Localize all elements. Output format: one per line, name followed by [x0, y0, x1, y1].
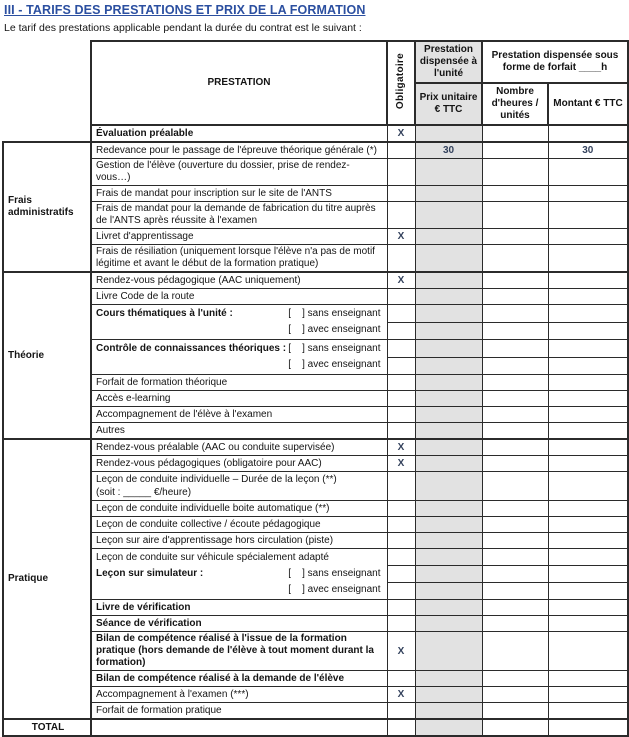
montant-cell: [548, 549, 628, 566]
prestation-label: Bilan de compétence réalisé à la demande de l'élève: [96, 672, 345, 684]
prix-unitaire-cell: [415, 159, 482, 186]
nombre-heures-cell: [482, 159, 548, 186]
prestation-cell: [91, 671, 387, 687]
obligatoire-cell: [387, 703, 415, 720]
prestation-line: [96, 230, 381, 243]
prestation-cell: [91, 616, 387, 632]
montant-cell: [548, 245, 628, 273]
prestation-label: Forfait de formation théorique: [96, 376, 228, 388]
prestation-line: [96, 534, 381, 547]
prestation-line: [96, 441, 381, 454]
prix-unitaire-cell: [415, 289, 482, 305]
prestation-line: [96, 704, 381, 717]
obligatoire-cell: X: [387, 229, 415, 245]
table-row: [3, 229, 628, 245]
prix-unitaire-cell: [415, 272, 482, 289]
montant-cell: [548, 272, 628, 289]
prestation-label: Forfait de formation pratique: [96, 704, 222, 716]
obligatoire-cell: [387, 245, 415, 273]
prix-unitaire-cell: [415, 501, 482, 517]
prestation-cell: [91, 632, 387, 671]
obligatoire-cell: [387, 340, 415, 358]
obligatoire-cell: X: [387, 456, 415, 472]
prestation-cell: [91, 423, 387, 440]
montant-cell: [548, 340, 628, 358]
section-label-cell: [3, 125, 91, 142]
prix-unitaire-cell: [415, 517, 482, 533]
nombre-heures-cell: [482, 357, 548, 375]
nombre-heures-cell: [482, 671, 548, 687]
montant-cell: [548, 533, 628, 549]
table-row: [3, 517, 628, 533]
obligatoire-cell: [387, 719, 415, 736]
prestation-line: [96, 341, 381, 357]
prestation-cell: [91, 245, 387, 273]
prestation-label: Frais de mandat pour la demande de fabrication du titre auprès de l'ANTS après réussite à l'examen: [96, 203, 376, 226]
table-row: [3, 159, 628, 186]
prestation-cell: [91, 600, 387, 616]
nombre-heures-cell: [482, 272, 548, 289]
prestation-cell: [91, 517, 387, 533]
montant-cell: [548, 186, 628, 202]
nombre-heures-cell: [482, 202, 548, 229]
prestation-cell: [91, 407, 387, 423]
prix-unitaire-cell: [415, 245, 482, 273]
prestation-line: [96, 376, 381, 389]
prix-unitaire-cell: [415, 391, 482, 407]
obligatoire-cell: [387, 375, 415, 391]
montant-cell: [548, 423, 628, 440]
col-header-unit-group: Prestation dispensée à l'unité: [415, 41, 482, 83]
nombre-heures-cell: [482, 245, 548, 273]
table-row: [3, 456, 628, 472]
prestation-label: Livre Code de la route: [96, 290, 195, 302]
prestation-cell: [91, 125, 387, 142]
prestation-label: Accompagnement à l'examen (***): [96, 688, 249, 700]
prestation-line: [96, 127, 381, 140]
section-title: III - TARIFS DES PRESTATIONS ET PRIX DE LA FORMATION: [4, 3, 366, 17]
table-row: [3, 142, 628, 159]
prestation-label: Rendez-vous pédagogiques (obligatoire pour AAC): [96, 457, 322, 469]
table-row: [3, 549, 628, 566]
prestation-line: [96, 486, 381, 499]
prix-unitaire-cell: [415, 202, 482, 229]
section-label-cell: Théorie: [3, 272, 91, 439]
prix-unitaire-cell: [415, 703, 482, 720]
prix-unitaire-cell: [415, 472, 482, 501]
montant-cell: [548, 125, 628, 142]
table-row: [3, 375, 628, 391]
prestation-line: [96, 357, 381, 373]
prestation-line: [96, 617, 381, 630]
obligatoire-cell: [387, 566, 415, 583]
prestation-label: Autres: [96, 424, 125, 436]
montant-cell: [548, 472, 628, 501]
table-row: [3, 305, 628, 323]
prestation-cell: [91, 186, 387, 202]
table-row: [3, 272, 628, 289]
obligatoire-cell: [387, 472, 415, 501]
obligatoire-cell: [387, 322, 415, 340]
checkbox-option-label: [ ] sans enseignant: [288, 568, 381, 579]
prix-unitaire-cell: [415, 583, 482, 600]
prix-unitaire-cell: [415, 671, 482, 687]
prestation-label: Leçon de conduite collective / écoute pédagogique: [96, 518, 321, 530]
col-header-prix-unitaire: Prix unitaire € TTC: [415, 83, 482, 125]
checkbox-option-label: [ ] avec enseignant: [288, 359, 381, 370]
prestation-cell: [91, 703, 387, 720]
montant-cell: [548, 357, 628, 375]
prestation-cell: [91, 533, 387, 549]
obligatoire-cell: [387, 391, 415, 407]
table-row: [3, 423, 628, 440]
obligatoire-cell: [387, 305, 415, 323]
montant-cell: [548, 616, 628, 632]
prestation-cell: [91, 472, 387, 501]
table-row: [3, 391, 628, 407]
nombre-heures-cell: [482, 125, 548, 142]
obligatoire-cell: [387, 517, 415, 533]
obligatoire-cell: X: [387, 687, 415, 703]
nombre-heures-cell: [482, 632, 548, 671]
montant-cell: [548, 289, 628, 305]
montant-cell: [548, 501, 628, 517]
montant-cell: [548, 159, 628, 186]
nombre-heures-cell: [482, 439, 548, 456]
prestation-line: [96, 144, 381, 157]
table-row: [3, 616, 628, 632]
table-row: [3, 719, 628, 736]
intro-text: Le tarif des prestations applicable pendant la durée du contrat est le suivant :: [4, 22, 362, 34]
obligatoire-cell: [387, 407, 415, 423]
obligatoire-cell: [387, 583, 415, 600]
table-row: [3, 245, 628, 273]
montant-cell: 30: [548, 142, 628, 159]
prestation-line: [96, 550, 381, 566]
prestation-cell: [91, 549, 387, 600]
table-row: [3, 703, 628, 720]
montant-cell: [548, 632, 628, 671]
col-header-obligatoire: [387, 41, 415, 125]
prestation-label: Leçon de conduite individuelle – Durée de la leçon (**): [96, 473, 337, 485]
prestation-label: Livre de vérification: [96, 601, 191, 613]
prestation-cell: [91, 142, 387, 159]
montant-cell: [548, 566, 628, 583]
prestation-cell: [91, 375, 387, 391]
prestation-cell: [91, 289, 387, 305]
table-row: [3, 671, 628, 687]
prestation-line: [96, 246, 381, 270]
table-row: [3, 472, 628, 501]
nombre-heures-cell: [482, 375, 548, 391]
prestation-cell: [91, 439, 387, 456]
table-row: [3, 501, 628, 517]
obligatoire-cell: [387, 501, 415, 517]
prestation-line: [96, 633, 381, 669]
montant-cell: [548, 517, 628, 533]
prestation-label: Accompagnement de l'élève à l'examen: [96, 408, 273, 420]
col-header-prestation: PRESTATION: [91, 41, 387, 125]
table-row: [3, 632, 628, 671]
col-header-nombre-heures: Nombre d'heures / unités: [482, 83, 548, 125]
nombre-heures-cell: [482, 289, 548, 305]
section-label-cell: Pratique: [3, 439, 91, 719]
prix-unitaire-cell: [415, 439, 482, 456]
prix-unitaire-cell: [415, 229, 482, 245]
prestation-line: [96, 582, 381, 598]
prix-unitaire-cell: [415, 322, 482, 340]
prestation-label: Leçon sur aire d'apprentissage hors circulation (piste): [96, 534, 334, 546]
montant-cell: [548, 407, 628, 423]
prestation-label: Évaluation préalable: [96, 127, 194, 139]
nombre-heures-cell: [482, 703, 548, 720]
nombre-heures-cell: [482, 616, 548, 632]
table-row: [3, 600, 628, 616]
nombre-heures-cell: [482, 423, 548, 440]
obligatoire-cell: [387, 289, 415, 305]
nombre-heures-cell: [482, 501, 548, 517]
section-label-cell: TOTAL: [3, 719, 91, 736]
obligatoire-cell: [387, 142, 415, 159]
montant-cell: [548, 322, 628, 340]
prix-unitaire-cell: [415, 423, 482, 440]
prestation-line: [96, 290, 381, 303]
table-row: [3, 125, 628, 142]
obligatoire-cell: [387, 186, 415, 202]
prestation-label: Rendez-vous préalable (AAC ou conduite supervisée): [96, 441, 335, 453]
prix-unitaire-cell: [415, 600, 482, 616]
prestation-cell: [91, 456, 387, 472]
table-row: [3, 439, 628, 456]
prestation-cell: [91, 272, 387, 289]
prix-unitaire-cell: [415, 456, 482, 472]
prestation-label: Contrôle de connaissances théoriques :: [96, 343, 287, 354]
obligatoire-vertical-label: Obligatoire: [395, 52, 406, 110]
prestation-line: [96, 424, 381, 437]
prestation-label: Frais de résiliation (uniquement lorsque l'élève n'a pas de motif légitime et avant le début de la formation pratique): [96, 246, 375, 269]
prestation-line: [96, 187, 381, 200]
section-label-cell: Frais administratifs: [3, 142, 91, 272]
table-row: [3, 687, 628, 703]
prestation-label: (soit : _____ €/heure): [96, 486, 192, 498]
prestation-line: [96, 721, 381, 734]
nombre-heures-cell: [482, 533, 548, 549]
checkbox-option-label: [ ] avec enseignant: [288, 584, 381, 595]
montant-cell: [548, 229, 628, 245]
prix-unitaire-cell: [415, 340, 482, 358]
obligatoire-cell: X: [387, 125, 415, 142]
prestation-label: Séance de vérification: [96, 617, 202, 629]
montant-cell: [548, 439, 628, 456]
montant-cell: [548, 202, 628, 229]
nombre-heures-cell: [482, 719, 548, 736]
nombre-heures-cell: [482, 391, 548, 407]
header-spacer: [3, 41, 91, 125]
prestation-line: [96, 473, 381, 486]
obligatoire-cell: [387, 600, 415, 616]
nombre-heures-cell: [482, 687, 548, 703]
prestation-line: [96, 601, 381, 614]
prix-unitaire-cell: [415, 687, 482, 703]
obligatoire-cell: [387, 549, 415, 566]
col-header-forfait-group: Prestation dispensée sous forme de forfait ____h: [482, 41, 628, 83]
obligatoire-cell: [387, 159, 415, 186]
table-row: [3, 289, 628, 305]
prix-unitaire-cell: [415, 375, 482, 391]
table-row: [3, 340, 628, 358]
obligatoire-cell: X: [387, 632, 415, 671]
prix-unitaire-cell: [415, 357, 482, 375]
prix-unitaire-cell: [415, 566, 482, 583]
nombre-heures-cell: [482, 472, 548, 501]
prestation-line: [96, 688, 381, 701]
prestation-line: [96, 502, 381, 515]
prestation-label: Frais de mandat pour inscription sur le site de l'ANTS: [96, 187, 332, 199]
prestation-cell: [91, 340, 387, 375]
header-row-1: [3, 41, 628, 83]
nombre-heures-cell: [482, 600, 548, 616]
prix-unitaire-cell: [415, 305, 482, 323]
nombre-heures-cell: [482, 407, 548, 423]
prestation-cell: [91, 229, 387, 245]
prestation-label: Cours thématiques à l'unité :: [96, 308, 233, 319]
prestation-label: Leçon de conduite individuelle boite automatique (**): [96, 502, 330, 514]
nombre-heures-cell: [482, 549, 548, 566]
obligatoire-cell: [387, 671, 415, 687]
checkbox-option-label: [ ] sans enseignant: [288, 343, 381, 354]
prestation-cell: [91, 501, 387, 517]
prestation-label: Redevance pour le passage de l'épreuve théorique générale (*): [96, 144, 377, 156]
prix-unitaire-cell: [415, 719, 482, 736]
table-row: [3, 186, 628, 202]
table-row: [3, 407, 628, 423]
nombre-heures-cell: [482, 229, 548, 245]
table-row: [3, 533, 628, 549]
checkbox-option-label: [ ] avec enseignant: [288, 324, 381, 335]
prestation-label: Accès e-learning: [96, 392, 171, 404]
obligatoire-cell: X: [387, 272, 415, 289]
prestation-cell: [91, 719, 387, 736]
prix-unitaire-cell: [415, 616, 482, 632]
prestation-label: Bilan de compétence réalisé à l'issue de la formation pratique (hors demande de l'élève à tout moment durant la formation): [96, 633, 374, 668]
montant-cell: [548, 671, 628, 687]
montant-cell: [548, 391, 628, 407]
montant-cell: [548, 703, 628, 720]
prix-unitaire-cell: [415, 125, 482, 142]
prestation-line: [96, 203, 381, 227]
montant-cell: [548, 583, 628, 600]
prix-unitaire-cell: 30: [415, 142, 482, 159]
obligatoire-cell: [387, 423, 415, 440]
prestation-line: [96, 392, 381, 405]
nombre-heures-cell: [482, 340, 548, 358]
prestation-cell: [91, 305, 387, 340]
obligatoire-cell: [387, 202, 415, 229]
checkbox-option-label: [ ] sans enseignant: [288, 308, 381, 319]
prestation-line: [96, 322, 381, 338]
prestation-cell: [91, 391, 387, 407]
col-header-montant: Montant € TTC: [548, 83, 628, 125]
montant-cell: [548, 600, 628, 616]
table-row: [3, 202, 628, 229]
prestation-line: [96, 457, 381, 470]
prestation-cell: [91, 202, 387, 229]
nombre-heures-cell: [482, 566, 548, 583]
obligatoire-cell: X: [387, 439, 415, 456]
nombre-heures-cell: [482, 517, 548, 533]
prestation-label: Leçon de conduite sur véhicule spécialement adapté: [96, 552, 329, 563]
prestation-label: Leçon sur simulateur :: [96, 568, 204, 579]
montant-cell: [548, 305, 628, 323]
prestation-cell: [91, 159, 387, 186]
prestation-line: [96, 160, 381, 184]
prix-unitaire-cell: [415, 186, 482, 202]
prix-unitaire-cell: [415, 549, 482, 566]
prestation-label: Rendez-vous pédagogique (AAC uniquement): [96, 274, 301, 286]
prix-unitaire-cell: [415, 407, 482, 423]
prestation-line: [96, 274, 381, 287]
montant-cell: [548, 719, 628, 736]
prestation-line: [96, 408, 381, 421]
montant-cell: [548, 456, 628, 472]
prestation-label: Livret d'apprentissage: [96, 230, 194, 242]
obligatoire-cell: [387, 357, 415, 375]
nombre-heures-cell: [482, 583, 548, 600]
prix-unitaire-cell: [415, 632, 482, 671]
tariff-table: [2, 40, 629, 737]
nombre-heures-cell: [482, 456, 548, 472]
nombre-heures-cell: [482, 305, 548, 323]
prestation-cell: [91, 687, 387, 703]
nombre-heures-cell: [482, 322, 548, 340]
prestation-label: Gestion de l'élève (ouverture du dossier, prise de rendez- vous…): [96, 160, 350, 183]
prestation-line: [96, 306, 381, 322]
prestation-line: [96, 518, 381, 531]
prestation-line: [96, 672, 381, 685]
prestation-line: [96, 566, 381, 582]
obligatoire-cell: [387, 533, 415, 549]
nombre-heures-cell: [482, 186, 548, 202]
montant-cell: [548, 687, 628, 703]
montant-cell: [548, 375, 628, 391]
prix-unitaire-cell: [415, 533, 482, 549]
nombre-heures-cell: [482, 142, 548, 159]
obligatoire-cell: [387, 616, 415, 632]
